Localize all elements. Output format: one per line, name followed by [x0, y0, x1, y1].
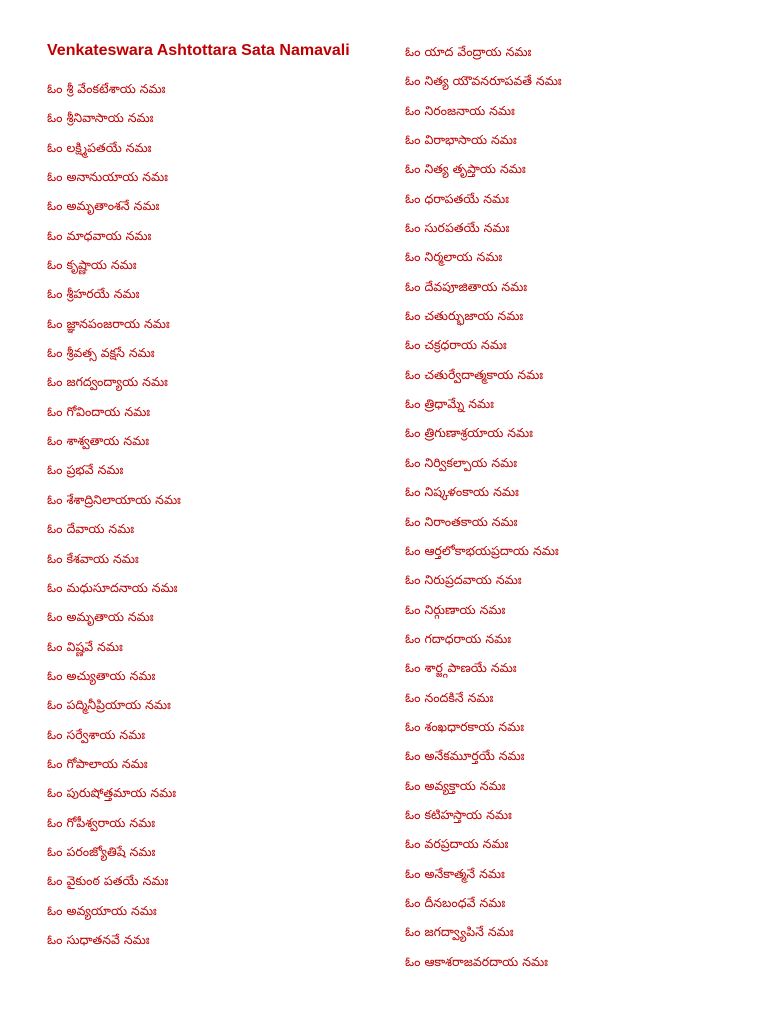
name-item: ఓం పరంజ్యోతిషే నమః: [47, 843, 156, 859]
name-item: ఓం శ్రీహరయే నమః: [47, 286, 140, 302]
name-item: ఓం శాశ్వతాయ నమః: [47, 433, 150, 449]
name-item: ఓం మాధవాయ నమః: [47, 227, 152, 243]
name-item: ఓం సర్వేశాయ నమః: [47, 726, 146, 742]
name-item: ఓం అమృతాంశనే నమః: [47, 198, 160, 214]
name-item: ఓం నిష్కళంకాయ నమః: [405, 484, 519, 500]
name-item: ఓం సుధాతనవే నమః: [47, 931, 150, 947]
names-column-left: [47, 79, 181, 959]
name-item: ఓం నిరుప్రదవాయ నమః: [405, 572, 522, 588]
name-item: ఓం మధుసూదనాయ నమః: [47, 579, 178, 595]
name-item: ఓం గోపీశ్వరాయ నమః: [47, 814, 156, 830]
name-item: ఓం జగద్వంద్యాయ నమః: [47, 374, 168, 390]
name-item: ఓం అవ్యక్తాయ నమః: [405, 777, 506, 793]
name-item: ఓం గదాధరాయ నమః: [405, 630, 512, 646]
name-item: ఓం నిరాంతకాయ నమః: [405, 513, 518, 529]
name-item: ఓం గోపాలాయ నమః: [47, 755, 148, 771]
name-item: ఓం దీనబంధవే నమః: [405, 894, 506, 910]
name-item: ఓం నందకినే నమః: [405, 689, 494, 705]
name-item: ఓం వరప్రదాయ నమః: [405, 836, 509, 852]
name-item: ఓం లక్ష్మిపతయే నమః: [47, 139, 152, 155]
name-item: ఓం అనేకమూర్తయే నమః: [405, 748, 525, 764]
name-item: ఓం నిర్వికల్పాయ నమః: [405, 454, 518, 470]
name-item: ఓం విరాభాసాయ నమః: [405, 132, 517, 148]
name-item: ఓం అవ్యయాయ నమః: [47, 902, 157, 918]
name-item: ఓం దేవపూజితాయ నమః: [405, 278, 528, 294]
name-item: ఓం చతుర్భుజాయ నమః: [405, 308, 524, 324]
name-item: ఓం కటిహస్తాయ నమః: [405, 806, 512, 822]
name-item: ఓం శ్రీనివాసాయ నమః: [47, 110, 154, 126]
name-item: ఓం త్రిధామ్నే నమః: [405, 396, 494, 412]
name-item: ఓం నిరంజనాయ నమః: [405, 102, 515, 118]
names-column-right: [405, 42, 562, 981]
name-item: ఓం ఆకాశరాజవరదాయ నమః: [405, 953, 548, 969]
page-title: Venkateswara Ashtottara Sata Namavali: [47, 42, 350, 59]
name-item: ఓం అనేకాత్మనే నమః: [405, 865, 505, 881]
name-item: ఓం జగద్వ్యాపినే నమః: [405, 924, 514, 940]
name-item: ఓం విష్ణవే నమః: [47, 638, 123, 654]
name-item: ఓం అచ్యుతాయ నమః: [47, 667, 156, 683]
name-item: ఓం ధరాపతయే నమః: [405, 190, 509, 206]
name-item: ఓం పద్మినీప్రియాయ నమః: [47, 697, 171, 713]
name-item: ఓం శంఖధారకాయ నమః: [405, 718, 525, 734]
name-item: ఓం త్రిగుణాశ్రయాయ నమః: [405, 425, 533, 441]
name-item: ఓం శ్రీ వేంకటేశాయ నమః: [47, 81, 166, 96]
name-item: ఓం కేశవాయ నమః: [47, 550, 139, 566]
name-item: ఓం దేవాయ నమః: [47, 521, 135, 537]
name-item: ఓం నిత్య యౌవనరూపవతే నమః: [405, 73, 562, 89]
name-item: ఓం నిర్గుణాయ నమః: [405, 601, 506, 617]
name-item: ఓం పురుషోత్తమాయ నమః: [47, 785, 177, 801]
name-item: ఓం వైకుంఠ పతయే నమః: [47, 873, 169, 889]
name-item: ఓం చక్రధరాయ నమః: [405, 337, 507, 353]
name-item: ఓం ప్రభవే నమః: [47, 462, 124, 478]
name-item: ఓం శార్జ్గపాణయే నమః: [405, 660, 517, 676]
name-item: ఓం అమృతాయ నమః: [47, 609, 154, 625]
name-item: ఓం కృష్ణాయ నమః: [47, 257, 137, 273]
name-item: ఓం చతుర్వేదాత్మకాయ నమః: [405, 366, 544, 382]
name-item: ఓం శేశాద్రినిలాయాయ నమః: [47, 491, 181, 507]
name-item: ఓం అనానుయాయ నమః: [47, 169, 168, 185]
name-item: ఓం శ్రీవత్స వక్షసే నమః: [47, 345, 155, 361]
name-item: ఓం జ్ఞానపంజరాయ నమః: [47, 315, 170, 331]
name-item: ఓం సురపతయే నమః: [405, 220, 510, 236]
name-item: ఓం నిర్మలాయ నమః: [405, 249, 503, 265]
name-item: ఓం గోవిందాయ నమః: [47, 403, 151, 419]
name-item: ఓం నిత్య తృప్తాయ నమః: [405, 161, 526, 177]
name-item: ఓం యాద వేంద్రాయ నమః: [405, 44, 532, 59]
name-item: ఓం ఆర్తలోకాభయప్రదాయ నమః: [405, 542, 559, 558]
